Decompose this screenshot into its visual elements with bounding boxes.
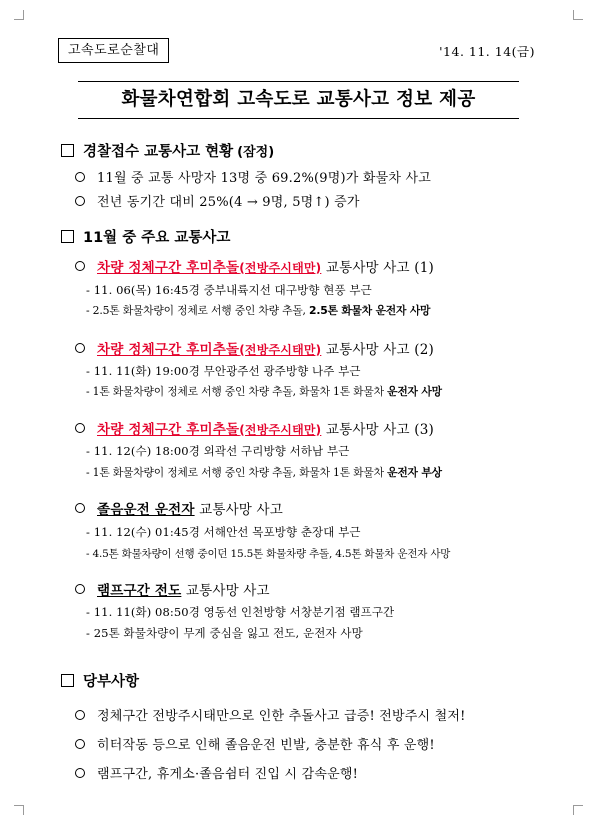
accident-detail-line: - 4.5톤 화물차량이 선행 중이던 15.5톤 화물차량 추돌, 4.5톤 화물차 운전자 사망 <box>86 548 451 560</box>
accident-case-label: 교통사망 사고 (3) <box>321 422 434 438</box>
accident-case-4 <box>75 498 283 518</box>
accident-cause-highlight: 램프구간 전도 <box>97 583 182 599</box>
section-heading-advisory <box>61 670 139 691</box>
document-title: 화물차연합회 고속도로 교통사고 정보 제공 <box>78 81 519 119</box>
accident-cause-highlight: 차량 정체구간 후미추돌(전방주시태만) <box>97 342 322 358</box>
circle-bullet-icon <box>75 423 85 433</box>
document-date: '14. 11. 14(금) <box>439 44 535 59</box>
square-bullet-icon <box>61 144 74 157</box>
list-item <box>75 167 431 186</box>
accident-case-5 <box>75 579 270 599</box>
circle-bullet-icon <box>75 172 85 182</box>
accident-detail-line: - 2.5톤 화물차량이 정체로 서행 중인 차량 추돌, 2.5톤 화물차 운전자 사망 <box>86 304 431 317</box>
advisory-item <box>75 734 435 753</box>
square-bullet-icon <box>61 674 74 687</box>
circle-bullet-icon <box>75 343 85 353</box>
accident-case-label: 교통사망 사고 (2) <box>321 342 434 358</box>
advisory-item-text: 램프구간, 휴게소·졸음쉼터 진입 시 감속운행! <box>97 767 359 782</box>
advisory-item-text: 히터작동 등으로 인해 졸음운전 빈발, 충분한 휴식 후 운행! <box>97 738 435 753</box>
section-heading-note: (잠정) <box>237 145 275 160</box>
accident-detail-line: - 11. 11(화) 08:50경 영동선 인천방향 서창분기점 램프구간 <box>86 605 395 619</box>
circle-bullet-icon <box>75 768 85 778</box>
accident-detail-line: - 1톤 화물차량이 정체로 서행 중인 차량 추돌, 화물차 1톤 화물차 운전자 사망 <box>86 385 442 398</box>
accident-detail-line: - 11. 11(화) 19:00경 무안광주선 광주방향 나주 부근 <box>86 364 361 378</box>
circle-bullet-icon <box>75 739 85 749</box>
page-corner-mark <box>573 805 583 815</box>
circle-bullet-icon <box>75 261 85 271</box>
org-badge: 고속도로순찰대 <box>58 38 169 63</box>
accident-detail-line: - 25톤 화물차량이 무게 중심을 잃고 전도, 운전자 사망 <box>86 626 363 640</box>
advisory-item <box>75 763 358 782</box>
accident-detail-line: - 11. 06(목) 16:45경 중부내륙지선 대구방향 현풍 부근 <box>86 283 372 297</box>
advisory-item-text: 정체구간 전방주시태만으로 인한 추돌사고 급증! 전방주시 철저! <box>97 709 466 724</box>
circle-bullet-icon <box>75 503 85 513</box>
accident-detail-line: - 11. 12(수) 01:45경 서해안선 목포방향 춘장대 부근 <box>86 525 361 539</box>
accident-case-label: 교통사망 사고 <box>181 583 270 599</box>
accident-detail-line: - 11. 12(수) 18:00경 외곽선 구리방향 서하남 부근 <box>86 444 350 458</box>
circle-bullet-icon <box>75 196 85 206</box>
page-corner-mark <box>573 10 583 20</box>
square-bullet-icon <box>61 230 74 243</box>
accident-detail-line: - 1톤 화물차량이 정체로 서행 중인 차량 추돌, 화물차 1톤 화물차 운전자 부상 <box>86 466 442 479</box>
accident-cause-highlight: 차량 정체구간 후미추돌(전방주시태만) <box>97 260 322 276</box>
accident-case-label: 교통사망 사고 (1) <box>321 260 434 276</box>
section-heading-police-stats <box>61 140 274 161</box>
section-heading-major-accidents <box>61 226 230 247</box>
accident-case-1 <box>75 256 434 276</box>
list-item-text: 11월 중 교통 사망자 13명 중 69.2%(9명)가 화물차 사고 <box>97 171 431 186</box>
circle-bullet-icon <box>75 710 85 720</box>
section-heading-text: 11월 중 주요 교통사고 <box>83 230 231 246</box>
page-corner-mark <box>14 10 24 20</box>
accident-case-3 <box>75 418 434 438</box>
accident-cause-highlight: 차량 정체구간 후미추돌(전방주시태만) <box>97 422 322 438</box>
accident-cause-highlight: 졸음운전 운전자 <box>97 502 195 518</box>
page-corner-mark <box>14 805 24 815</box>
list-item-text: 전년 동기간 대비 25%(4 → 9명, 5명↑) 증가 <box>97 195 360 210</box>
section-heading-text: 당부사항 <box>83 674 140 690</box>
accident-case-2 <box>75 338 434 358</box>
circle-bullet-icon <box>75 584 85 594</box>
section-heading-text: 경찰접수 교통사고 현황 <box>83 144 234 160</box>
advisory-item <box>75 705 466 724</box>
list-item <box>75 191 360 210</box>
accident-case-label: 교통사망 사고 <box>194 502 284 518</box>
